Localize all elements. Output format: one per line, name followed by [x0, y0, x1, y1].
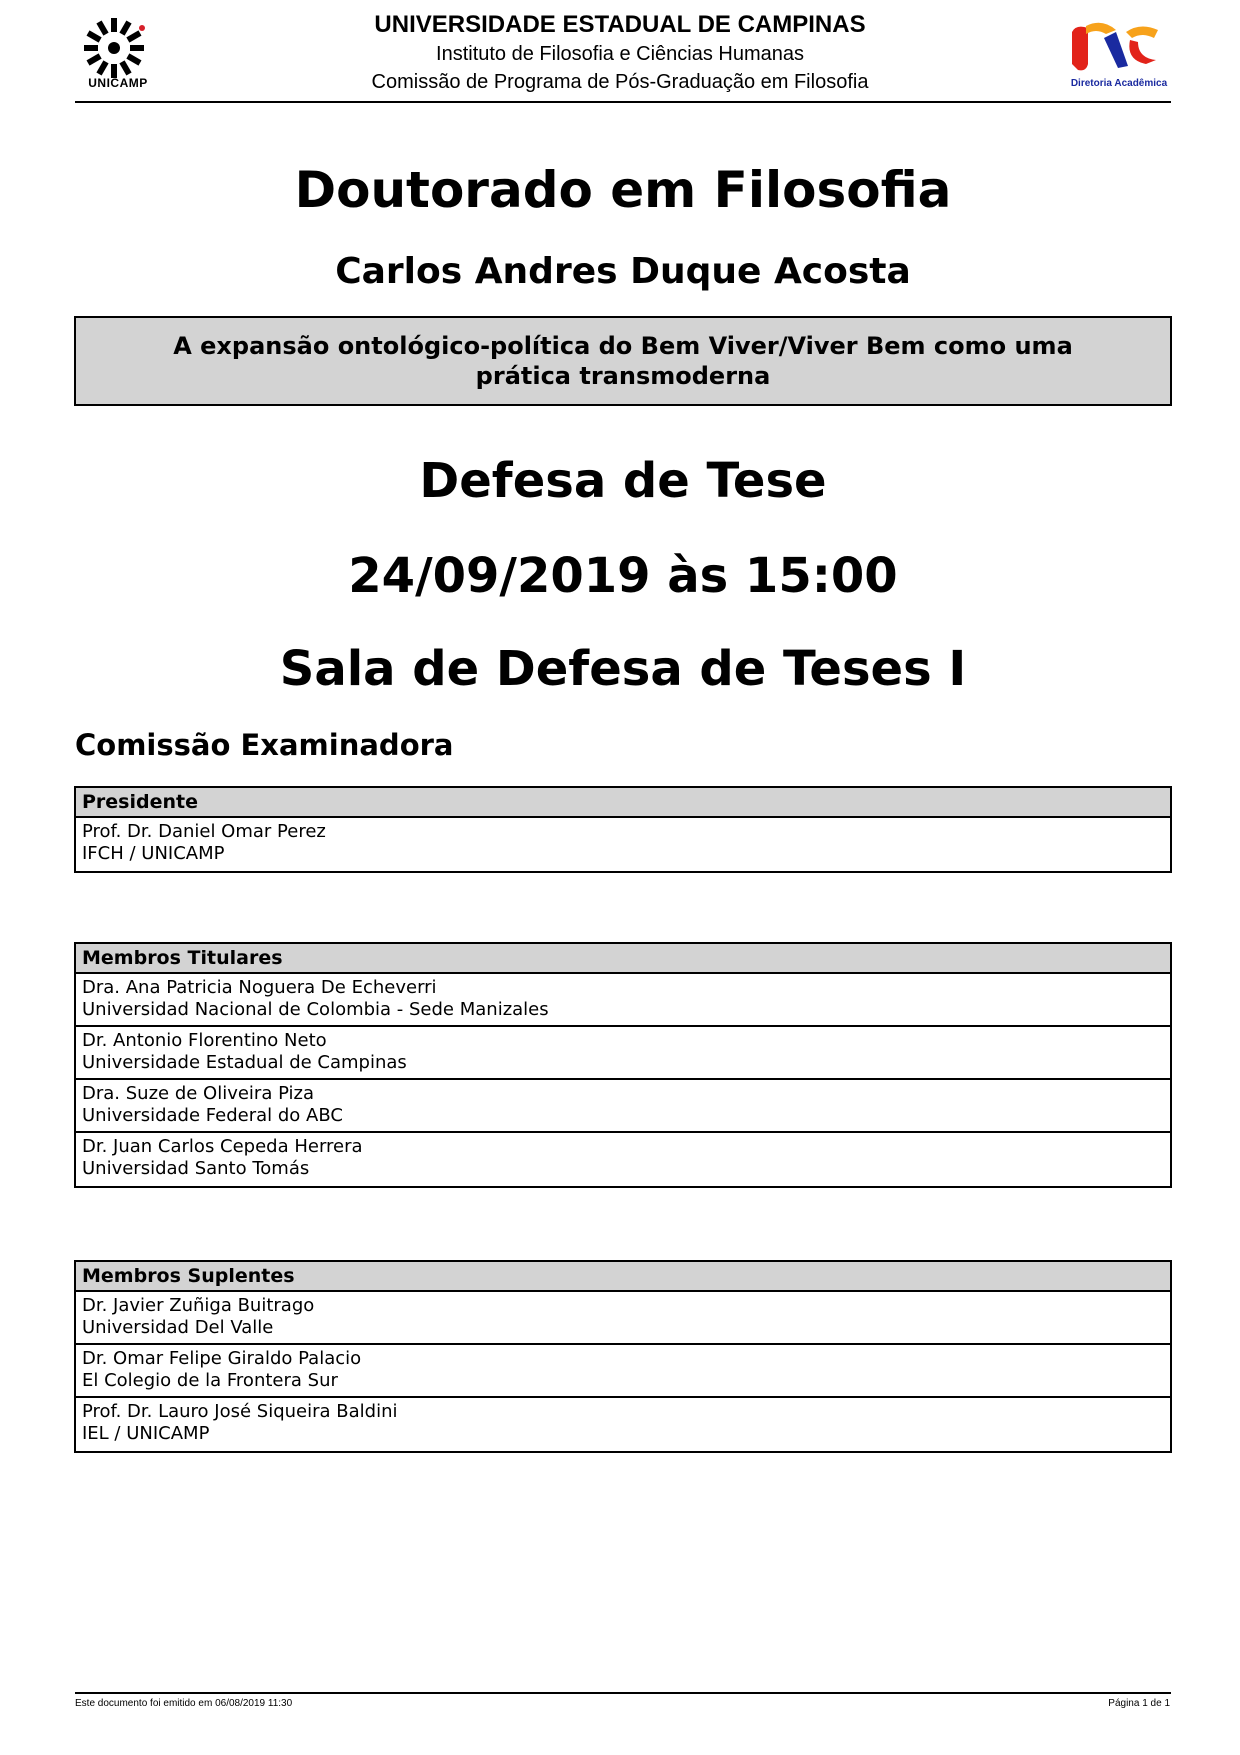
page-number: Página 1 de 1 — [1108, 1698, 1170, 1709]
header-divider — [75, 101, 1171, 103]
member-name: Dra. Suze de Oliveira Piza — [82, 1083, 315, 1104]
titulares-table-header: Membros Titulares — [76, 944, 1170, 974]
suplentes-table-header: Membros Suplentes — [76, 1262, 1170, 1292]
committee-heading: Comissão Examinadora — [75, 728, 454, 762]
university-name: UNIVERSIDADE ESTADUAL DE CAMPINAS — [374, 11, 866, 38]
table-row — [76, 1398, 1170, 1451]
student-name: Carlos Andres Duque Acosta — [335, 251, 911, 292]
diretoria-academica-text: Diretoria Acadêmica — [1070, 78, 1168, 89]
institute-name: Instituto de Filosofia e Ciências Humanas — [436, 43, 804, 65]
event-title: Defesa de Tese — [419, 453, 827, 509]
titulares-table — [74, 942, 1172, 1188]
member-affiliation: Universidad Del Valle — [82, 1317, 274, 1338]
unicamp-logo-text: UNICAMP — [88, 76, 148, 90]
event-room: Sala de Defesa de Teses I — [279, 641, 967, 697]
table-row — [76, 818, 1170, 871]
table-row — [76, 1292, 1170, 1345]
table-row — [76, 1027, 1170, 1080]
table-row — [76, 1133, 1170, 1186]
commission-name: Comissão de Programa de Pós-Graduação em Filosofia — [371, 71, 869, 93]
issued-note: Este documento foi emitido em 06/08/2019 11:30 — [75, 1698, 293, 1709]
member-name: Dr. Javier Zuñiga Buitrago — [82, 1295, 315, 1316]
diretoria-academica-logo — [1066, 20, 1166, 80]
member-name: Prof. Dr. Lauro José Siqueira Baldini — [82, 1401, 398, 1422]
table-row — [76, 974, 1170, 1027]
member-name: Dr. Juan Carlos Cepeda Herrera — [82, 1136, 363, 1157]
president-table — [74, 786, 1172, 873]
table-row — [76, 1080, 1170, 1133]
member-name: Dr. Antonio Florentino Neto — [82, 1030, 327, 1051]
program-title: Doutorado em Filosofia — [294, 161, 952, 219]
member-name: Dra. Ana Patricia Noguera De Echeverri — [82, 977, 437, 998]
member-affiliation: Universidad Nacional de Colombia - Sede Manizales — [82, 999, 549, 1020]
member-name: Dr. Omar Felipe Giraldo Palacio — [82, 1348, 362, 1369]
member-affiliation: Universidade Federal do ABC — [82, 1105, 343, 1126]
president-table-header: Presidente — [76, 788, 1170, 818]
thesis-title: A expansão ontológico-política do Bem Viver/Viver Bem como uma prática transmoderna — [173, 332, 1073, 390]
member-affiliation: IFCH / UNICAMP — [82, 843, 225, 864]
member-affiliation: Universidade Estadual de Campinas — [82, 1052, 407, 1073]
table-row — [76, 1345, 1170, 1398]
thesis-title-box — [74, 316, 1172, 406]
member-affiliation: IEL / UNICAMP — [82, 1423, 210, 1444]
footer-divider — [75, 1692, 1171, 1694]
suplentes-table — [74, 1260, 1172, 1453]
member-name: Prof. Dr. Daniel Omar Perez — [82, 821, 326, 842]
member-affiliation: Universidad Santo Tomás — [82, 1158, 310, 1179]
member-affiliation: El Colegio de la Frontera Sur — [82, 1370, 338, 1391]
event-datetime: 24/09/2019 às 15:00 — [348, 548, 898, 604]
header-block — [300, 10, 940, 96]
